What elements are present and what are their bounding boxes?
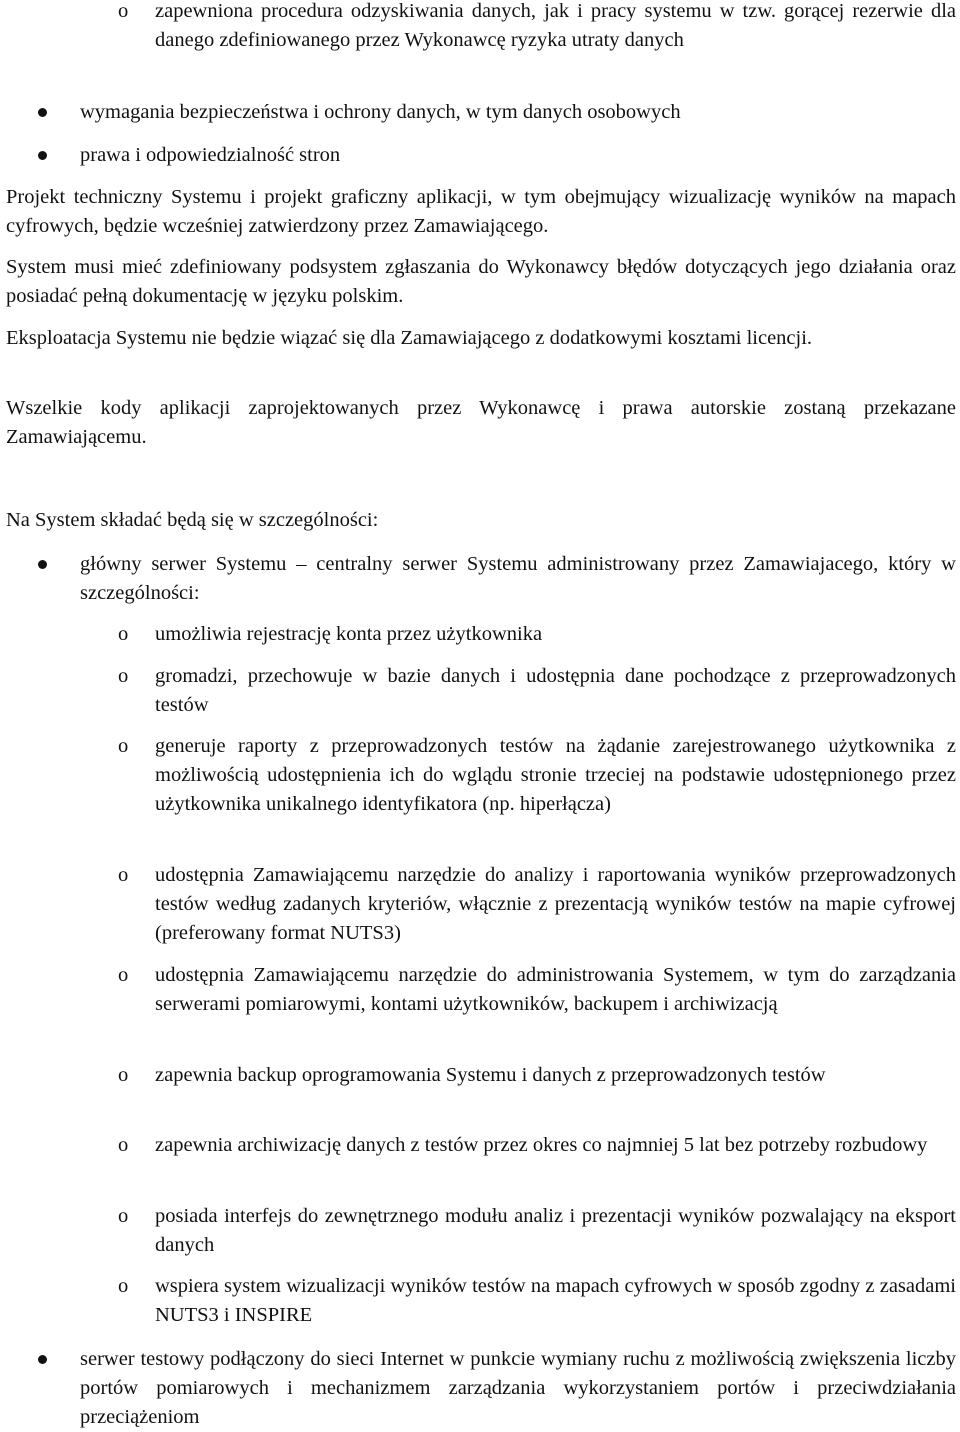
paragraph (0, 394, 960, 452)
list-marker: o (118, 1205, 129, 1227)
list-item-text: wspiera system wizualizacji wyników testów na mapach cyfrowych w sposób zgodny z zasadami NUTS3 i INSPIRE (155, 1275, 956, 1326)
list-marker: o (118, 1064, 129, 1086)
bullet-dot (38, 151, 47, 160)
bullet-dot (38, 108, 47, 117)
sub-list-item (0, 620, 960, 649)
bullet-item (0, 98, 960, 127)
paragraph-text: Wszelkie kody aplikacji zaprojektowanych przez Wykonawcę i prawa autorskie zostaną przekazane Zamawiającemu. (6, 397, 956, 448)
list-item-text: zapewnia archiwizację danych z testów przez okres co najmniej 5 lat bez potrzeby rozbudowy (155, 1134, 928, 1156)
list-item-text: posiada interfejs do zewnętrznego modułu analiz i prezentacji wyników pozwalający na eksport danych (155, 1205, 956, 1256)
paragraph (0, 183, 960, 241)
bullet-item-main-server (0, 550, 960, 608)
list-marker: o (118, 864, 129, 886)
sub-list-item (0, 662, 960, 720)
bullet-item-test-server (0, 1345, 960, 1432)
list-item-text: udostępnia Zamawiającemu narzędzie do analizy i raportowania wyników przeprowadzonych testów według zadanych kryteriów, włącznie z prezentacją wyników testów na mapie cyfrowej (preferowany format NUTS3) (155, 864, 956, 944)
paragraph-text: Projekt techniczny Systemu i projekt graficzny aplikacji, w tym obejmujący wizualizację wyników na mapach cyfrowych, będzie wcześniej zatwierdzony przez Zamawiającego. (6, 186, 956, 237)
list-item-text: generuje raporty z przeprowadzonych testów na żądanie zarejestrowanego użytkownika z możliwością udostępnienia ich do wglądu stronie trzeciej na podstawie udostępnionego przez użytkownika unikalnego identyfikatora (np. hiperłącza) (155, 735, 956, 815)
list-item-text: umożliwia rejestrację konta przez użytkownika (155, 623, 543, 645)
list-marker: o (118, 964, 129, 986)
bullet-dot (38, 560, 47, 569)
list-item-text: gromadzi, przechowuje w bazie danych i udostępnia dane pochodzące z przeprowadzonych testów (155, 665, 956, 716)
section-intro (0, 506, 960, 535)
sub-list-item (0, 1061, 960, 1090)
list-marker: o (118, 1134, 129, 1156)
bullet-item (0, 141, 960, 170)
sub-list-item (0, 1131, 960, 1160)
sub-list-item (0, 961, 960, 1019)
bullet-item-text: główny serwer Systemu – centralny serwer Systemu administrowany przez Zamawiajacego, który w szczególności: (80, 553, 956, 604)
bullet-item-text: prawa i odpowiedzialność stron (80, 144, 341, 166)
list-marker: o (118, 665, 129, 687)
paragraph (0, 253, 960, 311)
paragraph-text: Eksploatacja Systemu nie będzie wiązać się dla Zamawiającego z dodatkowymi kosztami licencji. (6, 327, 813, 349)
list-item-text: udostępnia Zamawiającemu narzędzie do administrowania Systemem, w tym do zarządzania serwerami pomiarowymi, kontami użytkowników, backupem i archiwizacją (155, 964, 956, 1015)
sub-list-item (0, 732, 960, 819)
paragraph-text: System musi mieć zdefiniowany podsystem zgłaszania do Wykonawcy błędów dotyczących jego działania oraz posiadać pełną dokumentację w języku polskim. (6, 256, 956, 307)
bullet-item-text: serwer testowy podłączony do sieci Internet w punkcie wymiany ruchu z możliwością zwiększenia liczby portów pomiarowych i mechanizmem zarządzania wykorzystaniem portów i przeciwdziałania przeciążeniom (80, 1348, 956, 1428)
sub-list-item (0, 861, 960, 948)
sub-list-item (0, 1272, 960, 1330)
list-marker: o (118, 735, 129, 757)
section-intro-text: Na System składać będą się w szczególności: (6, 509, 379, 531)
list-marker: o (118, 623, 129, 645)
list-item-text: zapewnia backup oprogramowania Systemu i danych z przeprowadzonych testów (155, 1064, 826, 1086)
bullet-item-text: wymagania bezpieczeństwa i ochrony danych, w tym danych osobowych (80, 101, 681, 123)
list-marker: o (118, 0, 129, 22)
bullet-dot (38, 1355, 47, 1364)
list-marker: o (118, 1275, 129, 1297)
paragraph (0, 324, 960, 353)
sub-list-item (0, 0, 960, 55)
list-item-text: zapewniona procedura odzyskiwania danych, jak i pracy systemu w tzw. gorącej rezerwie dla danego zdefiniowanego przez Wykonawcę ryzyka utraty danych (155, 0, 956, 51)
sub-list-item (0, 1202, 960, 1260)
